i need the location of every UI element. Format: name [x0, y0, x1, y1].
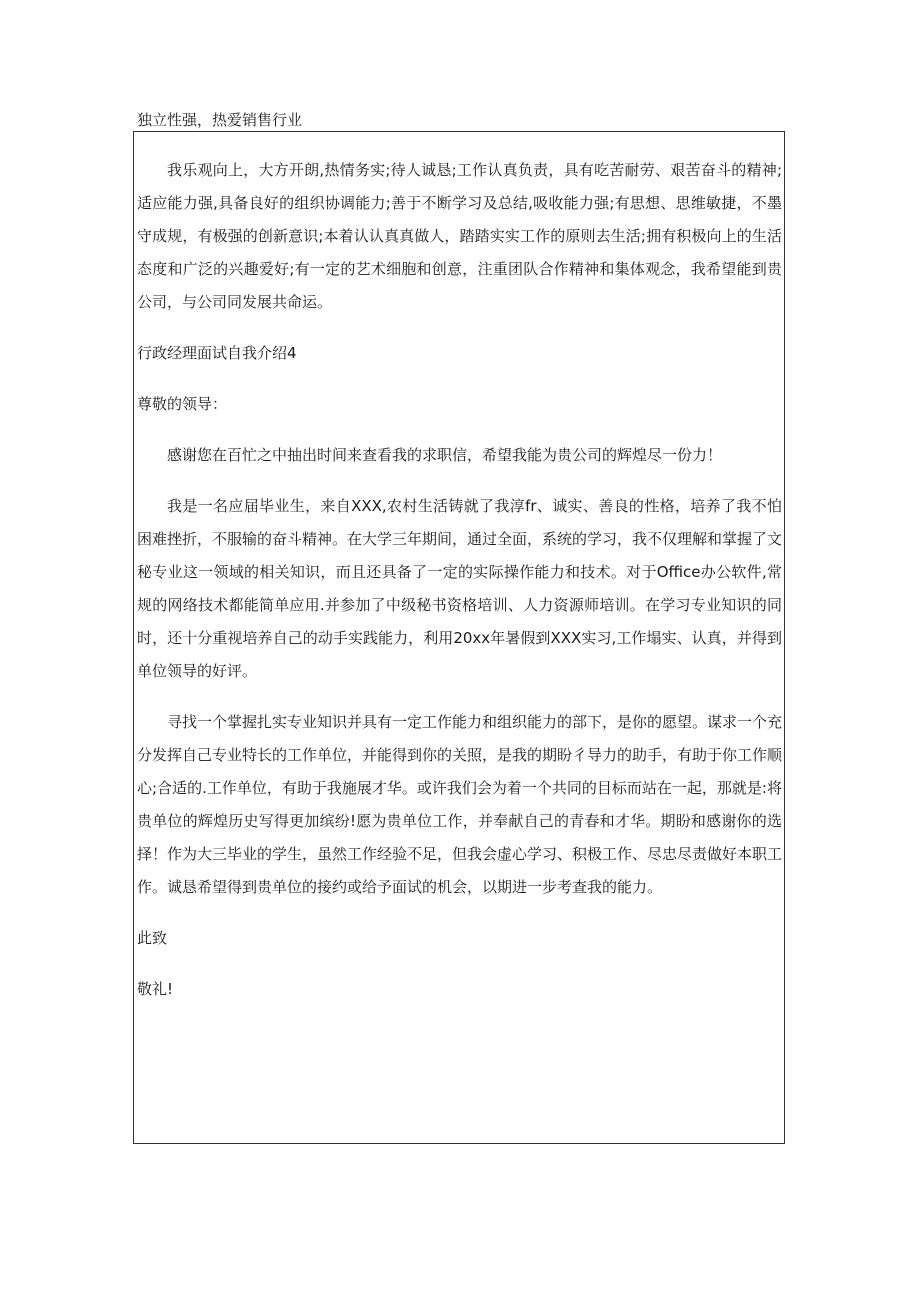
letter-paragraph-3: 寻找一个掌握扎实专业知识并具有一定工作能力和组织能力的部下，是你的愿望。谋求一个充分发挥自己专业特长的工作单位，并能得到你的关照，是我的期盼彳导力的助手，有助于你工作顺心;合适的.工作单位，有助于我施展才华。或许我们会为着一个共同的目标而站在一起，那就是:将贵单位的辉煌历史写得更加缤纷!愿为贵单位工作，并奉献自己的青春和才华。期盼和感谢你的选择！作为大三毕业的学生，虽然工作经验不足，但我会虚心学习、积极工作、尽忠尽责做好本职工作。诚恳希望得到贵单位的接约或给予面试的机会，以期进一步考查我的能力。 [137, 713, 783, 896]
document-content [137, 154, 782, 1024]
self-evaluation-paragraph: 我乐观向上，大方开朗,热情务实;待人诚恳;工作认真负责，具有吃苦耐劳、艰苦奋斗的精神;适应能力强,具备良好的组织协调能力;善于不断学习及总结,吸收能力强;有思想、思维敏捷，不墨守成规，有极强的创新意识;本着认认真真做人，踏踏实实工作的原则去生活;拥有积极向上的生活态度和广泛的兴趣爱好;有一定的艺术细胞和创意，注重团队合作精神和集体观念，我希望能到贵公司，与公司同发展共命运。 [137, 161, 782, 311]
regards: 敬礼! [137, 980, 174, 998]
letter-paragraph-1: 感谢您在百忙之中抽出时间来查看我的求职信，希望我能为贵公司的辉煌尽一份力！ [167, 446, 723, 464]
section-title: 行政经理面试自我介绍4 [137, 344, 297, 362]
letter-paragraph-2: 我是一名应届毕业生，来自XXX,农村生活铸就了我淳fr、诚实、善良的性格，培养了我不怕困难挫折，不服输的奋斗精神。在大学三年期间，通过全面，系统的学习，我不仅理解和掌握了文秘专业这一领域的相关知识，而且还具备了一定的实际操作能力和技术。对于Office办公软件,常规的网络技术都能简单应用.并参加了中级秘书资格培训、人力资源师培训。在学习专业知识的同时，还十分重视培养自己的动手实践能力，利用20xx年暑假到XXX实习,工作塌实、认真，并得到单位领导的好评。 [137, 497, 783, 680]
document-box [133, 131, 785, 1144]
heading-line: 独立性强，热爱销售行业 [137, 111, 303, 129]
salutation: 尊敬的领导： [137, 395, 228, 413]
closing: 此致 [137, 929, 168, 947]
